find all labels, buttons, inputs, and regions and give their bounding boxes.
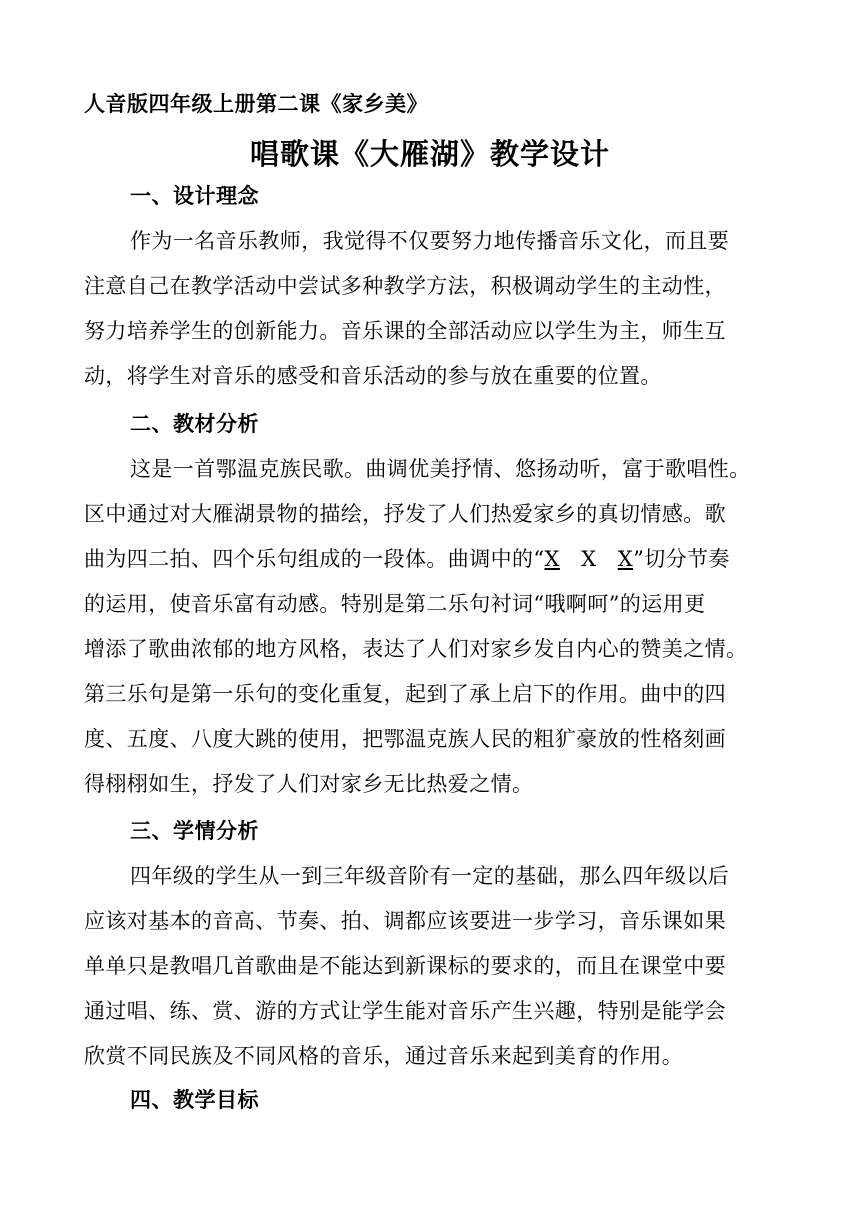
paragraph-line: 单单只是教唱几首歌曲是不能达到新课标的要求的，而且在课堂中要 [84,954,726,978]
rhythm-lead-text: 曲为四二拍、四个乐句组成的一段体。曲调中的“ [84,547,545,571]
paragraph-line: 度、五度、八度大跳的使用，把鄂温克族人民的粗犷豪放的性格刻画 [84,727,726,751]
rhythm-note: X [544,547,560,571]
rhythm-note: X [581,547,597,571]
section-heading-design-concept: 一、设计理念 [130,183,259,208]
paragraph-line: 的运用，使音乐富有动感。特别是第二乐句衬词“哦啊呵”的运用更 [84,592,706,616]
paragraph-line: 作为一名音乐教师，我觉得不仅要努力地传播音乐文化，而且要 [130,229,730,253]
paragraph-line: 这是一首鄂温克族民歌。曲调优美抒情、悠扬动听，富于歌唱性。 [130,457,751,481]
rhythm-suffix-text: ”切分节奏 [633,547,730,571]
section-heading-material-analysis: 二、教材分析 [130,411,259,436]
section-heading-student-analysis: 三、学情分析 [130,818,259,843]
paragraph-line: 努力培养学生的创新能力。音乐课的全部活动应以学生为主，师生互 [84,319,726,343]
paragraph-line: 区中通过对大雁湖景物的描绘，抒发了人们热爱家乡的真切情感。歌 [84,502,726,526]
paragraph-line: 通过唱、练、赏、游的方式让学生能对音乐产生兴趣，特别是能学会 [84,999,726,1023]
paragraph-line: 增添了歌曲浓郁的地方风格，表达了人们对家乡发自内心的赞美之情。 [84,637,748,661]
paragraph-line-with-rhythm [84,537,776,582]
paragraph-line: 动，将学生对音乐的感受和音乐活动的参与放在重要的位置。 [84,364,662,388]
document-title: 唱歌课《大雁湖》教学设计 [249,137,610,171]
paragraph-line: 得栩栩如生，抒发了人们对家乡无比热爱之情。 [84,772,534,796]
section-heading-teaching-objectives: 四、教学目标 [130,1087,259,1112]
course-header: 人音版四年级上册第二课《家乡美》 [84,91,428,116]
section-body-student-analysis [84,854,776,1079]
paragraph-line: 注意自己在教学活动中尝试多种教学方法，积极调动学生的主动性， [84,274,726,298]
paragraph-line: 第三乐句是第一乐句的变化重复，起到了承上启下的作用。曲中的四 [84,682,726,706]
section-body-design-concept [84,219,776,399]
section-body-material-analysis [84,447,776,807]
paragraph-line: 欣赏不同民族及不同风格的音乐，通过音乐来起到美育的作用。 [84,1044,684,1068]
rhythm-note: X [617,547,634,571]
paragraph-line: 应该对基本的音高、节奏、拍、调都应该要进一步学习，音乐课如果 [84,909,726,933]
syncopation-rhythm [545,547,634,571]
paragraph-line: 四年级的学生从一到三年级音阶有一定的基础，那么四年级以后 [130,864,730,888]
